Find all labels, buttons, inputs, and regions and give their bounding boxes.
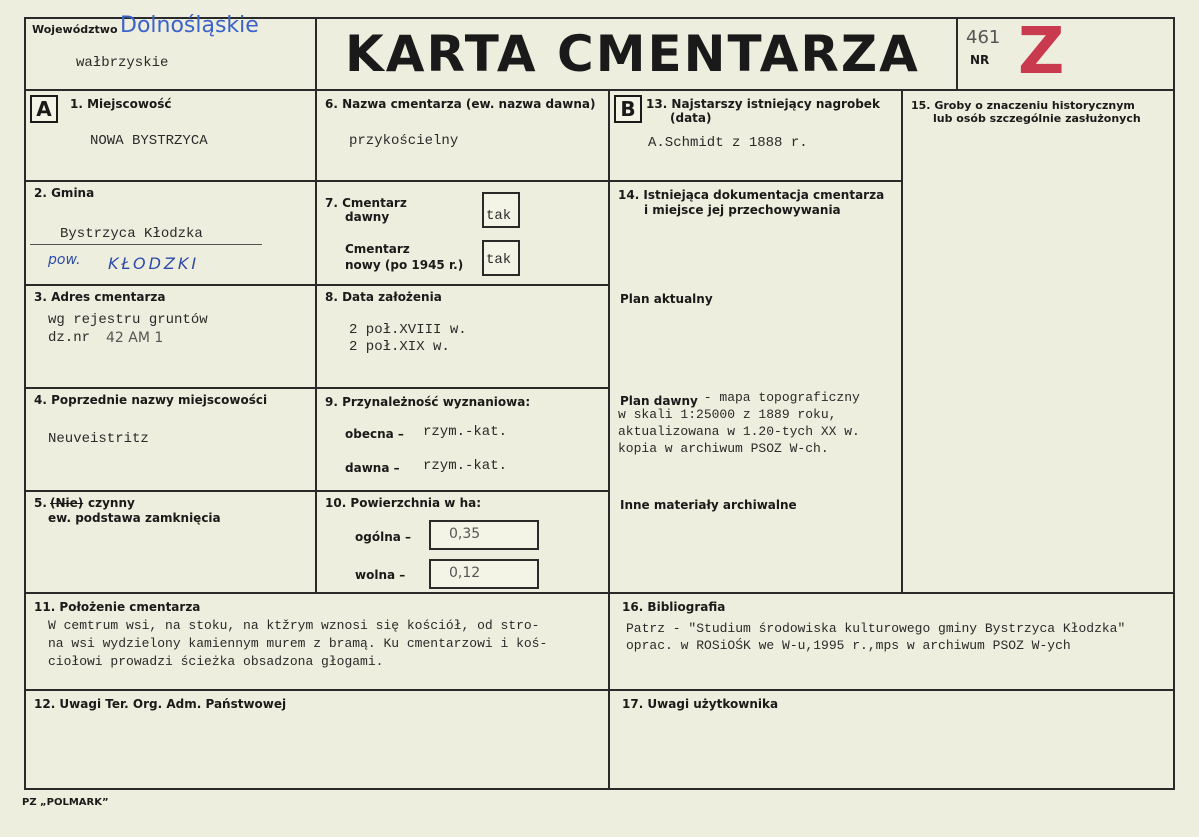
section-b-letter: B <box>614 95 642 123</box>
field-3-line1: wg rejestru gruntów <box>48 312 208 328</box>
field-6-name <box>315 89 610 182</box>
field-1-label: 1. Miejscowość <box>70 97 172 111</box>
field-12-label: 12. Uwagi Ter. Org. Adm. Państwowej <box>34 697 287 711</box>
field-11-location <box>24 592 610 691</box>
printer-imprint: PZ „POLMARK” <box>22 797 109 808</box>
field-14-old-plan-line1: - mapa topograficzny <box>696 390 860 405</box>
field-17-label: 17. Uwagi użytkownika <box>622 697 779 711</box>
field-3-label: 3. Adres cmentarza <box>34 290 166 304</box>
field-7-old-value: tak <box>486 208 512 224</box>
field-16-label: 16. Bibliografia <box>622 600 726 614</box>
field-5-rest: czynny <box>88 496 135 510</box>
field-3-line2-typed: dz.nr <box>48 330 91 346</box>
voivodeship-value: wałbrzyskie <box>76 55 169 71</box>
field-15-label-2: lub osób szczególnie zasłużonych <box>933 112 1141 125</box>
field-4-former-names <box>24 387 317 492</box>
field-11-line2: na wsi wydzielony kamiennym murem z bramą. Ku cmentarzowi i koś- <box>48 636 548 651</box>
section-a-letter: A <box>30 95 58 123</box>
number-label: NR <box>970 53 990 67</box>
field-15-historic-graves <box>901 89 1175 594</box>
field-14-old-plan-label: Plan dawny <box>620 394 698 408</box>
field-2-handwritten-prefix: pow. <box>48 252 81 268</box>
field-10-free-value: 0,12 <box>449 565 481 581</box>
field-9-current-label: obecna – <box>345 427 404 441</box>
field-14-old-plan-line2: w skali 1:25000 z 1889 roku, <box>618 407 837 422</box>
field-11-line1: W cemtrum wsi, na stoku, na ktžrym wznosi się kościół, od stro- <box>48 618 540 633</box>
field-10-total-label: ogólna – <box>355 530 412 544</box>
field-5-status <box>24 490 317 594</box>
red-mark: Z <box>1018 15 1065 89</box>
field-9-label: 9. Przynależność wyznaniowa: <box>325 395 531 409</box>
field-8-founding-date <box>315 284 610 389</box>
title-cell <box>315 17 958 91</box>
field-10-total-box <box>429 520 539 550</box>
field-5-label2: ew. podstawa zamknięcia <box>48 511 221 525</box>
field-8-label: 8. Data założenia <box>325 290 442 304</box>
field-4-value: Neuveistritz <box>48 431 149 447</box>
field-11-line3: ciołowi prowadzi ścieżka obsadzona głogami. <box>48 654 384 669</box>
field-5-prefix: 5. <box>34 496 47 510</box>
field-14-old-plan-line4: kopia w archiwum PSOZ W-ch. <box>618 441 829 456</box>
field-14-label-1: 14. Istniejąca dokumentacja cmentarza <box>618 188 885 202</box>
field-11-label: 11. Położenie cmentarza <box>34 600 201 614</box>
field-13-label-2: (data) <box>670 111 712 125</box>
field-7-cemetery-type <box>315 180 610 286</box>
field-10-total-value: 0,35 <box>449 526 481 542</box>
field-4-label: 4. Poprzednie nazwy miejscowości <box>34 393 268 407</box>
field-2-handwritten: KŁODZKI <box>108 254 200 273</box>
field-9-current-value: rzym.-kat. <box>423 424 508 440</box>
field-13-oldest-tombstone <box>608 89 903 182</box>
field-14-current-plan-label: Plan aktualny <box>620 292 713 306</box>
field-9-former-label: dawna – <box>345 461 400 475</box>
voivodeship-label: Województwo <box>32 23 118 36</box>
field-6-label: 6. Nazwa cmentarza (ew. nazwa dawna) <box>325 97 596 111</box>
field-5-struck: (Nie) <box>50 496 84 510</box>
field-10-free-box <box>429 559 539 589</box>
field-14-label-2: i miejsce jej przechowywania <box>644 203 841 217</box>
field-10-free-label: wolna – <box>355 568 406 582</box>
field-7-new-box <box>482 240 520 276</box>
field-1-locality <box>24 89 317 182</box>
field-13-label-1: 13. Najstarszy istniejący nagrobek <box>646 97 880 111</box>
field-7-new-value: tak <box>486 252 512 268</box>
field-9-denomination <box>315 387 610 492</box>
field-6-value: przykościelny <box>349 133 459 149</box>
number-cell <box>956 17 1175 91</box>
voivodeship-stamp: Dolnośląskie <box>120 13 259 38</box>
field-16-bibliography <box>608 592 1175 691</box>
field-10-area <box>315 490 610 594</box>
field-1-value: NOWA BYSTRZYCA <box>90 133 208 149</box>
field-12-remarks-admin <box>24 689 610 790</box>
field-2-label: 2. Gmina <box>34 186 95 200</box>
field-2-underline <box>30 244 262 245</box>
field-8-line1: 2 poł.XVIII w. <box>349 322 467 338</box>
card-title: KARTA CMENTARZA <box>345 25 920 83</box>
voivodeship-cell <box>24 13 317 91</box>
field-2-commune <box>24 180 317 286</box>
field-7-new-label-2: nowy (po 1945 r.) <box>345 258 464 272</box>
field-7-old-label-1: 7. Cmentarz <box>325 196 407 210</box>
field-14-other-label: Inne materiały archiwalne <box>620 498 797 512</box>
field-13-value: A.Schmidt z 1888 r. <box>648 135 808 151</box>
field-2-value: Bystrzyca Kłodzka <box>60 226 203 242</box>
field-3-address <box>24 284 317 389</box>
field-15-label-1: 15. Groby o znaczeniu historycznym <box>911 99 1135 112</box>
field-7-old-box <box>482 192 520 228</box>
field-17-remarks-user <box>608 689 1175 790</box>
field-7-new-label-1: Cmentarz <box>345 242 410 256</box>
field-14-documentation <box>608 180 903 594</box>
number-handwritten: 461 <box>966 27 1001 48</box>
field-14-old-plan-line3: aktualizowana w 1.20-tych XX w. <box>618 424 860 439</box>
field-16-line1: Patrz - "Studium środowiska kulturowego gminy Bystrzyca Kłodzka" <box>626 621 1126 636</box>
field-8-line2: 2 poł.XIX w. <box>349 339 450 355</box>
field-10-label: 10. Powierzchnia w ha: <box>325 496 482 510</box>
field-7-old-label-2: dawny <box>345 210 390 224</box>
field-3-line2-handwritten: 42 AM 1 <box>106 330 164 346</box>
field-9-former-value: rzym.-kat. <box>423 458 508 474</box>
field-16-line2: oprac. w ROSiOŚK we W-u,1995 r.,mps w archiwum PSOZ W-ych <box>626 638 1071 653</box>
